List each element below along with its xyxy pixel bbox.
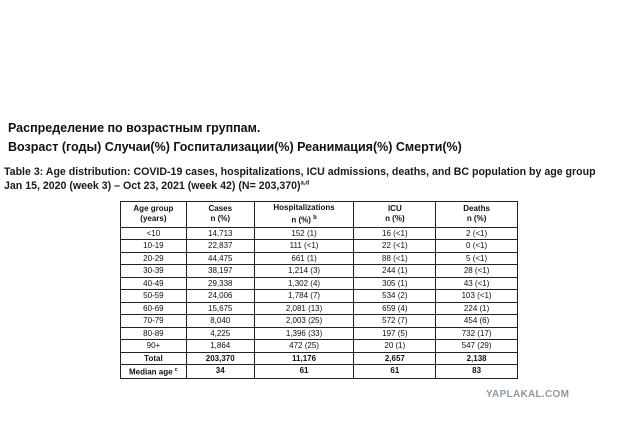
cell-icu: 16 (<1) <box>354 227 436 240</box>
cell-age: 50-59 <box>121 290 187 303</box>
site-watermark: YAPLAKAL.COM <box>486 389 570 400</box>
cell-deaths: 224 (1) <box>436 302 518 315</box>
table-row <box>121 340 518 353</box>
cell-cases: 29,338 <box>186 277 254 290</box>
header-deaths: Deaths n (%) <box>436 202 518 228</box>
cell-total-label: Total <box>121 352 187 365</box>
cell-cases: 15,675 <box>186 302 254 315</box>
cell-cases: 44,475 <box>186 252 254 265</box>
cell-icu: 20 (1) <box>354 340 436 353</box>
cell-cases: 38,197 <box>186 265 254 278</box>
cell-hospitalizations: 111 (<1) <box>254 240 354 253</box>
cell-total-cases: 203,370 <box>186 352 254 365</box>
cell-deaths: 28 (<1) <box>436 265 518 278</box>
cell-deaths: 454 (6) <box>436 315 518 328</box>
age-distribution-table <box>120 201 518 379</box>
table-row <box>121 315 518 328</box>
cell-hospitalizations: 2,003 (25) <box>254 315 354 328</box>
table-row <box>121 302 518 315</box>
cell-cases: 24,006 <box>186 290 254 303</box>
table-caption-date-range: Jan 15, 2020 (week 3) – Oct 23, 2021 (week 42) (N= 203,370) <box>4 180 301 192</box>
cell-deaths: 0 (<1) <box>436 240 518 253</box>
cell-hospitalizations: 2,081 (13) <box>254 302 354 315</box>
cell-median-label: Median age $^c$ <box>121 365 187 379</box>
cell-hospitalizations: 661 (1) <box>254 252 354 265</box>
cell-age: 20-29 <box>121 252 187 265</box>
cell-deaths: 2 (<1) <box>436 227 518 240</box>
cell-hospitalizations: 152 (1) <box>254 227 354 240</box>
cell-age: 80-89 <box>121 327 187 340</box>
cell-icu: 305 (1) <box>354 277 436 290</box>
cell-icu: 22 (<1) <box>354 240 436 253</box>
cell-hospitalizations: 1,302 (4) <box>254 277 354 290</box>
russian-title-line-1: Распределение по возрастным группам. <box>8 121 261 135</box>
cell-median-hospitalizations: 61 <box>254 365 354 379</box>
median-age-row <box>121 365 518 379</box>
cell-icu: 534 (2) <box>354 290 436 303</box>
cell-icu: 244 (1) <box>354 265 436 278</box>
table-row <box>121 290 518 303</box>
cell-cases: 1,864 <box>186 340 254 353</box>
table-row <box>121 265 518 278</box>
cell-deaths: 732 (17) <box>436 327 518 340</box>
header-cases: Cases n (%) <box>186 202 254 228</box>
table-row <box>121 277 518 290</box>
cell-icu: 88 (<1) <box>354 252 436 265</box>
cell-total-icu: 2,657 <box>354 352 436 365</box>
cell-icu: 572 (7) <box>354 315 436 328</box>
cell-deaths: 5 (<1) <box>436 252 518 265</box>
table-row <box>121 327 518 340</box>
caption-footnote-marker: a,d <box>300 180 310 187</box>
header-hospitalizations: Hospitalizations n (%) $^b$ <box>254 202 354 228</box>
cell-deaths: 103 (<1) <box>436 290 518 303</box>
cell-age: <10 <box>121 227 187 240</box>
header-age-group: Age group (years) <box>121 202 187 228</box>
table-row <box>121 252 518 265</box>
cell-age: 40-49 <box>121 277 187 290</box>
cell-cases: 22,837 <box>186 240 254 253</box>
cell-median-icu: 61 <box>354 365 436 379</box>
cell-age: 90+ <box>121 340 187 353</box>
cell-icu: 659 (4) <box>354 302 436 315</box>
russian-title-line-2: Возраст (годы) Случаи(%) Госпитализации(%) Реанимация(%) Смерти(%) <box>8 140 462 154</box>
cell-hospitalizations: 1,214 (3) <box>254 265 354 278</box>
cell-deaths: 43 (<1) <box>436 277 518 290</box>
cell-hospitalizations: 472 (25) <box>254 340 354 353</box>
table-caption-line-1: Table 3: Age distribution: COVID-19 cases, hospitalizations, ICU admissions, deaths, and BC population by age group <box>4 166 596 178</box>
table-caption-line-2 <box>4 180 309 192</box>
cell-age: 10-19 <box>121 240 187 253</box>
cell-hospitalizations: 1,396 (33) <box>254 327 354 340</box>
table-row <box>121 240 518 253</box>
cell-total-deaths: 2,138 <box>436 352 518 365</box>
cell-median-cases: 34 <box>186 365 254 379</box>
header-icu: ICU n (%) <box>354 202 436 228</box>
cell-cases: 4,225 <box>186 327 254 340</box>
table-row <box>121 227 518 240</box>
cell-median-deaths: 83 <box>436 365 518 379</box>
cell-cases: 14,713 <box>186 227 254 240</box>
cell-age: 70-79 <box>121 315 187 328</box>
table-header-row <box>121 202 518 228</box>
cell-deaths: 547 (29) <box>436 340 518 353</box>
cell-cases: 8,040 <box>186 315 254 328</box>
cell-icu: 197 (5) <box>354 327 436 340</box>
cell-hospitalizations: 1,784 (7) <box>254 290 354 303</box>
cell-age: 30-39 <box>121 265 187 278</box>
cell-total-hospitalizations: 11,176 <box>254 352 354 365</box>
total-row <box>121 352 518 365</box>
cell-age: 60-69 <box>121 302 187 315</box>
